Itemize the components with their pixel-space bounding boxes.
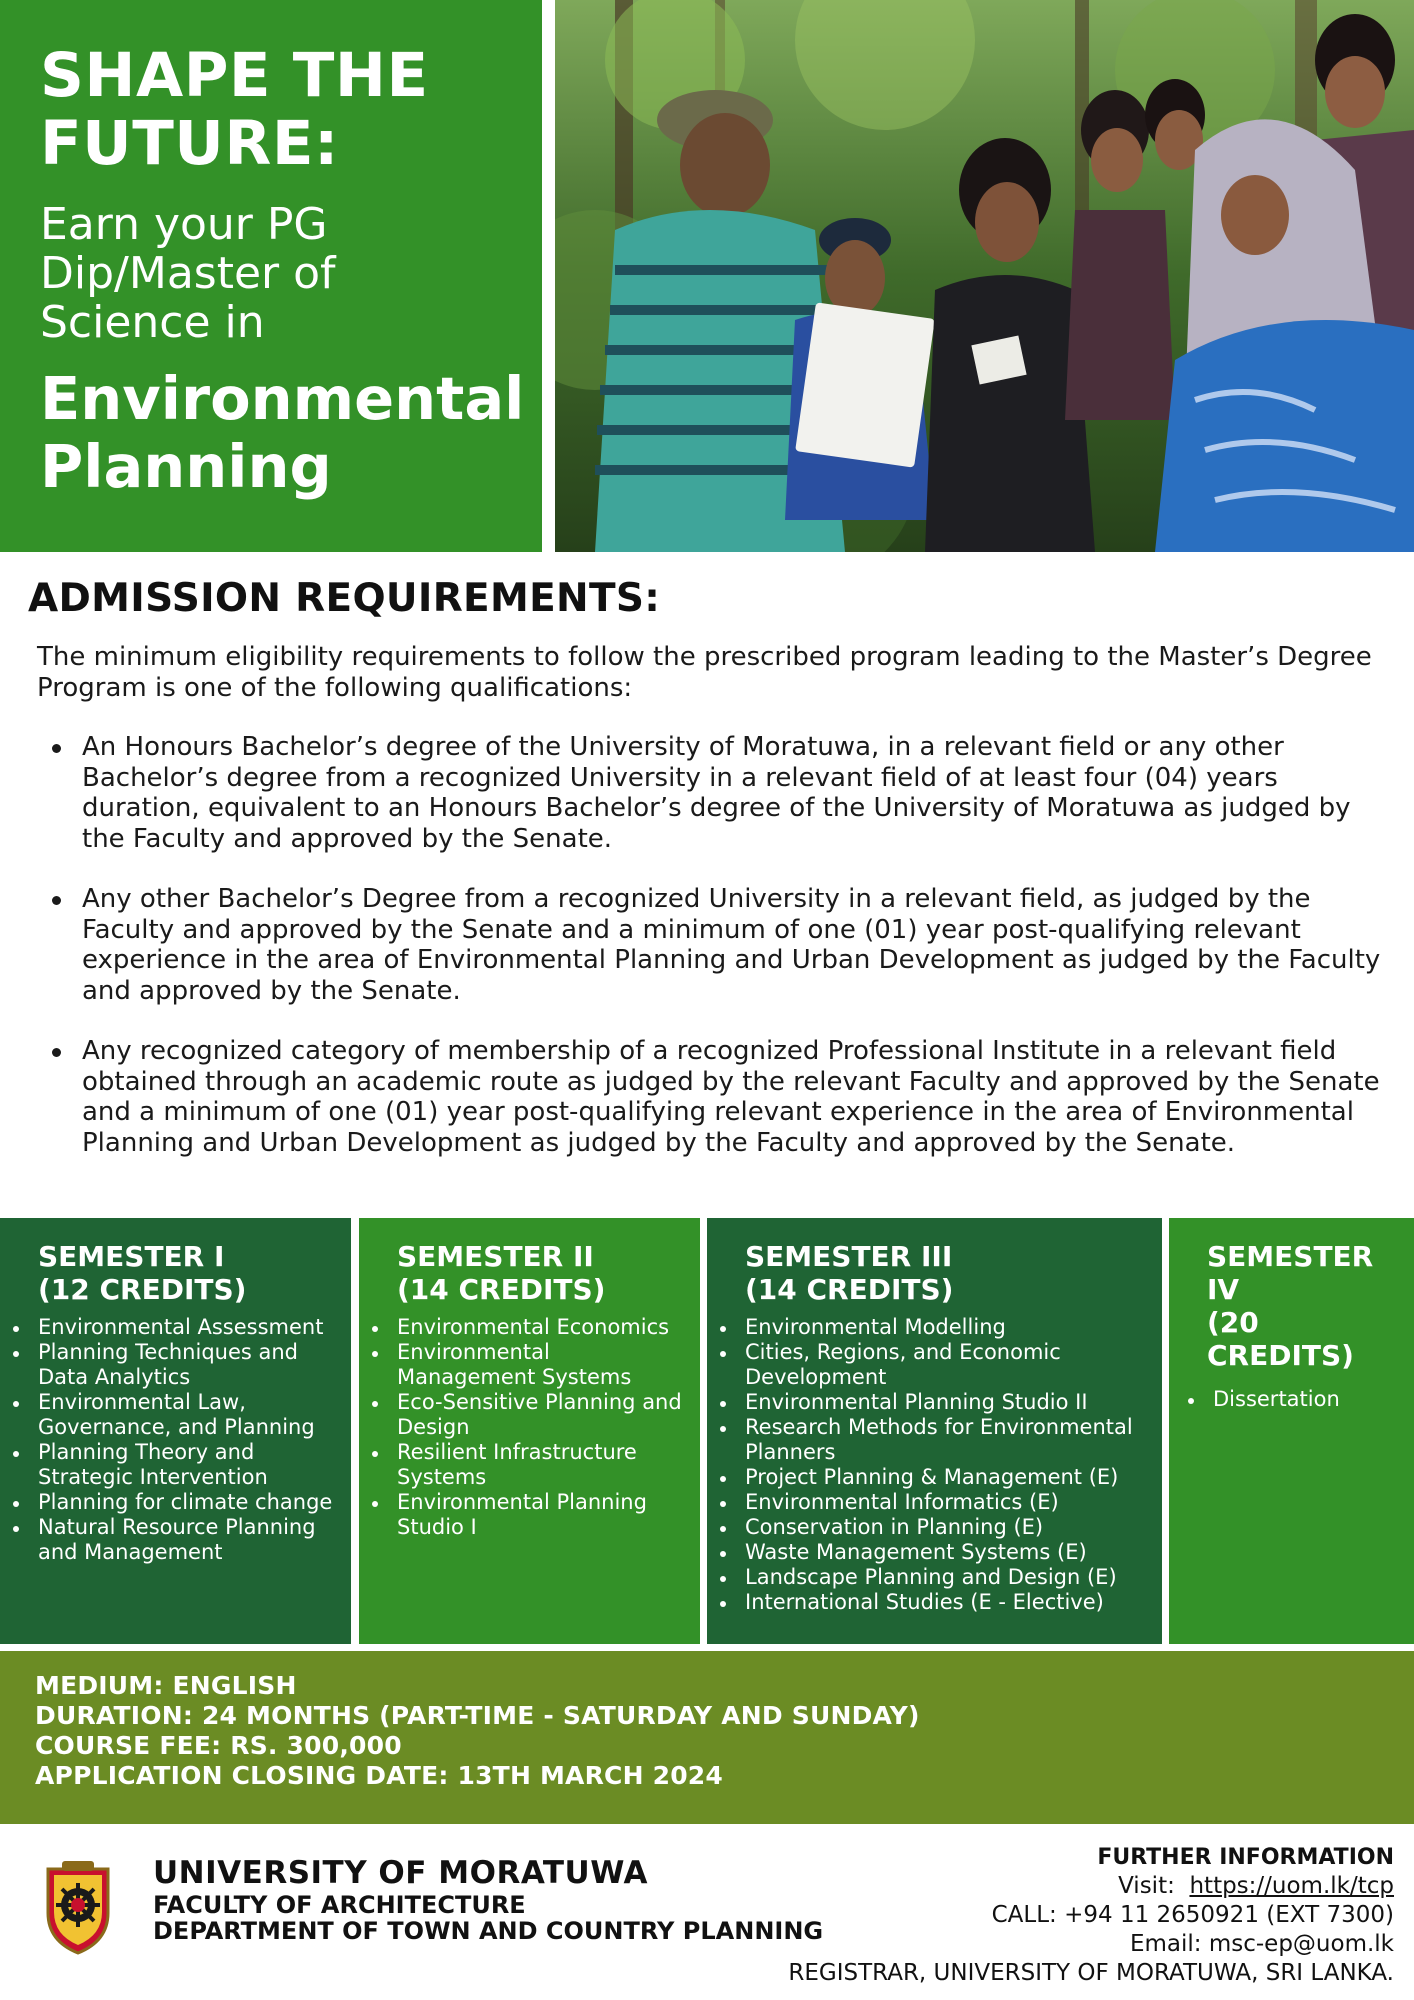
admission-item: Any recognized category of membership of a recognized Professional Institute in a relevant field obtained through an academic route as judged by the relevant Faculty and approved by the Senate and a minimum of one (01) year post-qualifying relevant experience in the area of Environmental Planning and Urban Development as judged by the Faculty and approved by the Senate. bbox=[48, 1036, 1384, 1158]
hero-subtitle-line-1: Earn your PG bbox=[40, 199, 328, 250]
course-item: Environmental Modelling bbox=[745, 1315, 1148, 1340]
course-item: Planning for climate change bbox=[38, 1490, 337, 1515]
course-item: Resilient Infrastructure Systems bbox=[397, 1440, 686, 1490]
phone-line: CALL: +94 11 2650921 (EXT 7300) bbox=[991, 1902, 1394, 1928]
semester-2-panel bbox=[359, 1218, 700, 1644]
field-work-photo bbox=[555, 0, 1414, 552]
hero-title-line-2: FUTURE: bbox=[40, 108, 339, 179]
course-item: Dissertation bbox=[1213, 1387, 1400, 1412]
course-item: International Studies (E - Elective) bbox=[745, 1590, 1148, 1615]
semester-2-name: SEMESTER II bbox=[397, 1240, 594, 1273]
course-item: Conservation in Planning (E) bbox=[745, 1515, 1148, 1540]
medium-info: MEDIUM: ENGLISH bbox=[35, 1671, 297, 1700]
course-item: Cities, Regions, and Economic Development bbox=[745, 1340, 1148, 1390]
course-item: Planning Techniques and Data Analytics bbox=[38, 1340, 337, 1390]
admission-item: An Honours Bachelor’s degree of the University of Moratuwa, in a relevant field or any other Bachelor’s degree from a recognized University in a relevant field of at least four (04) years duration, equivalent to an Honours Bachelor’s degree of the University of Moratuwa as judged by the Faculty and approved by the Senate. bbox=[48, 732, 1384, 854]
admission-list bbox=[48, 732, 1384, 1188]
semester-3-name: SEMESTER III bbox=[745, 1240, 953, 1273]
registrar-line: REGISTRAR, UNIVERSITY OF MORATUWA, SRI LANKA. bbox=[788, 1960, 1394, 1986]
semester-2-credits: (14 CREDITS) bbox=[397, 1273, 606, 1306]
course-item: Research Methods for Environmental Planners bbox=[745, 1415, 1148, 1465]
semester-4-title bbox=[1207, 1240, 1400, 1372]
semester-3-credits: (14 CREDITS) bbox=[745, 1273, 954, 1306]
course-item: Natural Resource Planning and Management bbox=[38, 1515, 337, 1565]
program-name-line-2: Planning bbox=[40, 432, 332, 501]
semester-4-credits: (20 CREDITS) bbox=[1207, 1306, 1354, 1372]
course-item: Environmental Management Systems bbox=[397, 1340, 686, 1390]
semester-3-panel bbox=[707, 1218, 1162, 1644]
program-name-line-1: Environmental bbox=[40, 364, 525, 433]
contact-heading: FURTHER INFORMATION bbox=[1097, 1845, 1394, 1870]
course-item: Landscape Planning and Design (E) bbox=[745, 1565, 1148, 1590]
semester-3-courses bbox=[745, 1315, 1148, 1615]
course-item: Planning Theory and Strategic Intervention bbox=[38, 1440, 337, 1490]
course-item: Environmental Economics bbox=[397, 1315, 686, 1340]
course-item: Environmental Assessment bbox=[38, 1315, 337, 1340]
course-fee-info: COURSE FEE: RS. 300,000 bbox=[35, 1731, 402, 1760]
semester-1-credits: (12 CREDITS) bbox=[38, 1273, 247, 1306]
hero-photo bbox=[555, 0, 1414, 552]
hero-title-line-1: SHAPE THE bbox=[40, 40, 429, 111]
semester-2-courses bbox=[397, 1315, 686, 1540]
university-crest-icon bbox=[40, 1855, 116, 1955]
admission-heading: ADMISSION REQUIREMENTS: bbox=[28, 576, 661, 621]
hero-subtitle-line-3: Science in bbox=[40, 297, 265, 348]
hero-subtitle bbox=[40, 200, 522, 347]
department-name: DEPARTMENT OF TOWN AND COUNTRY PLANNING bbox=[153, 1917, 824, 1945]
semester-1-name: SEMESTER I bbox=[38, 1240, 225, 1273]
semester-1-title bbox=[38, 1240, 337, 1306]
program-name bbox=[40, 364, 525, 501]
admission-item: Any other Bachelor’s Degree from a recognized University in a relevant field, as judged by the Faculty and approved by the Senate and a minimum of one (01) year post-qualifying relevant experience in the area of Environmental Planning and Urban Development as judged by the Faculty and approved by the Senate. bbox=[48, 884, 1384, 1006]
course-item: Environmental Planning Studio II bbox=[745, 1390, 1148, 1415]
contact-block bbox=[788, 1843, 1394, 1988]
course-item: Project Planning & Management (E) bbox=[745, 1465, 1148, 1490]
course-item: Environmental Informatics (E) bbox=[745, 1490, 1148, 1515]
visit-line bbox=[788, 1872, 1394, 1901]
semester-3-title bbox=[745, 1240, 1148, 1306]
admission-intro: The minimum eligibility requirements to follow the prescribed program leading to the Master’s Degree Program is one of the following qualifications: bbox=[37, 642, 1372, 703]
semester-4-panel bbox=[1169, 1218, 1414, 1644]
course-item: Environmental Law, Governance, and Planning bbox=[38, 1390, 337, 1440]
hero-title bbox=[40, 42, 522, 178]
semester-1-panel bbox=[0, 1218, 351, 1644]
program-info-bar bbox=[0, 1651, 1414, 1824]
visit-label: Visit: bbox=[1118, 1873, 1175, 1899]
semester-2-title bbox=[397, 1240, 686, 1306]
course-item: Environmental Planning Studio I bbox=[397, 1490, 686, 1540]
university-name: UNIVERSITY OF MORATUWA bbox=[153, 1855, 649, 1891]
course-item: Waste Management Systems (E) bbox=[745, 1540, 1148, 1565]
website-link[interactable]: https://uom.lk/tcp bbox=[1189, 1873, 1394, 1899]
faculty-name: FACULTY OF ARCHITECTURE bbox=[153, 1891, 526, 1919]
semester-4-name: SEMESTER IV bbox=[1207, 1240, 1374, 1306]
email-line: Email: msc-ep@uom.lk bbox=[1129, 1931, 1394, 1957]
closing-date-info: APPLICATION CLOSING DATE: 13TH MARCH 2024 bbox=[35, 1761, 723, 1790]
semester-grid bbox=[0, 1218, 1414, 1644]
hero-subtitle-line-2: Dip/Master of bbox=[40, 248, 336, 299]
course-item: Eco-Sensitive Planning and Design bbox=[397, 1390, 686, 1440]
duration-info: DURATION: 24 MONTHS (PART-TIME - SATURDAY AND SUNDAY) bbox=[35, 1701, 920, 1730]
semester-4-courses bbox=[1207, 1387, 1400, 1412]
semester-1-courses bbox=[38, 1315, 337, 1565]
hero-panel bbox=[0, 0, 542, 552]
